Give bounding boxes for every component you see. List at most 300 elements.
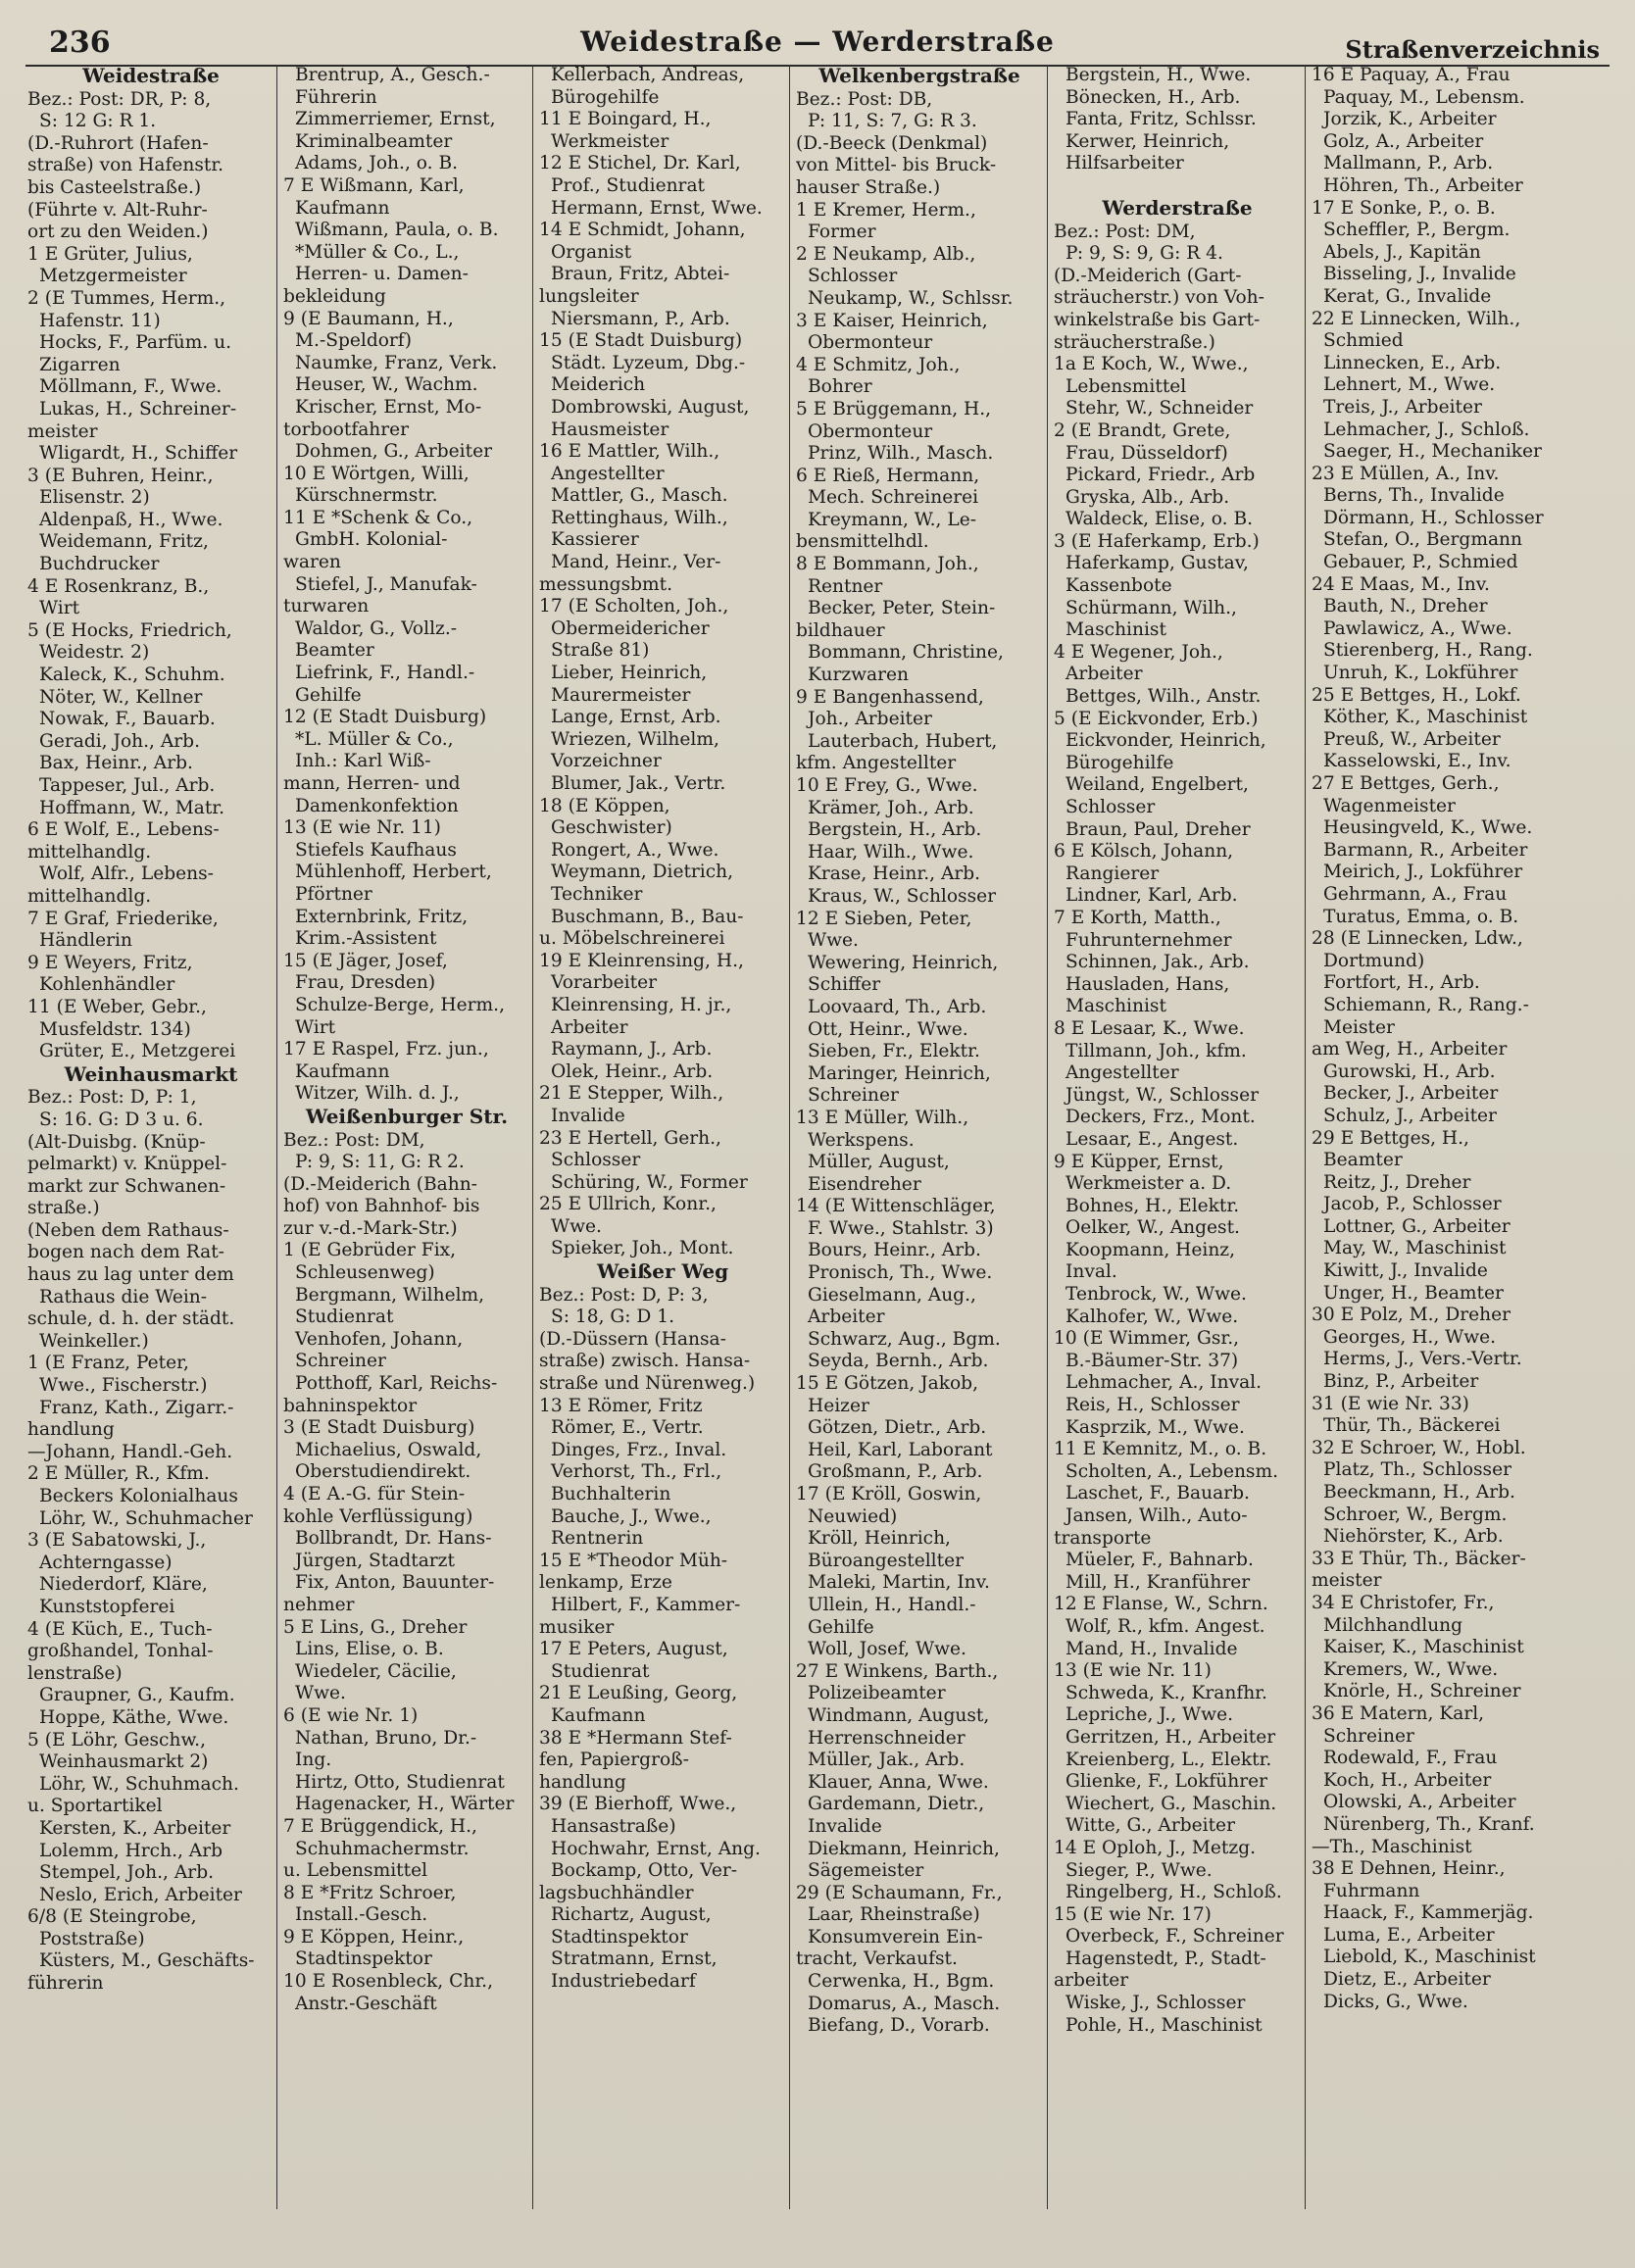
directory-entry: 8 E *Fritz Schroer,: [283, 1882, 457, 1903]
directory-entry: Bez.: Post: DM,: [1054, 221, 1196, 242]
directory-entry: Ott, Heinr., Wwe.: [808, 1018, 968, 1040]
directory-entry: Stadtinspektor: [295, 1948, 432, 1970]
directory-entry: Obermonteur: [808, 332, 933, 354]
directory-entry: S: 12 G: R 1.: [39, 111, 157, 132]
directory-entry: 5 (E Löhr, Geschw.,: [27, 1729, 206, 1750]
directory-entry: Binz, P., Arbeiter: [1323, 1371, 1479, 1393]
directory-entry: Olowski, A., Arbeiter: [1323, 1792, 1516, 1813]
directory-entry: Ullein, H., Handl.-: [808, 1594, 976, 1615]
directory-entry: Hagenstedt, P., Stadt-: [1065, 1948, 1266, 1969]
directory-entry: 29 E Bettges, H.,: [1312, 1127, 1469, 1149]
directory-entry: 10 E Rosenbleck, Chr.,: [283, 1971, 493, 1993]
directory-entry: Neukamp, W., Schlssr.: [808, 287, 1014, 309]
directory-entry: Höhren, Th., Arbeiter: [1323, 174, 1523, 196]
directory-entry: Buschmann, B., Bau-: [551, 906, 744, 927]
directory-entry: Fix, Anton, Bauunter-: [295, 1572, 495, 1594]
directory-entry: Studienrat: [551, 1660, 650, 1682]
directory-entry: 3 (E Haferkamp, Erb.): [1054, 530, 1260, 552]
directory-entry: Lolemm, Hrch., Arb: [39, 1840, 223, 1861]
directory-entry: 31 (E wie Nr. 33): [1312, 1393, 1469, 1414]
directory-entry: Werkmeister a. D.: [1065, 1173, 1232, 1195]
directory-entry: Paquay, M., Lebensm.: [1323, 86, 1525, 108]
directory-entry: lenkamp, Erze: [539, 1572, 672, 1594]
directory-entry: 12 E Flanse, W., Schrn.: [1054, 1594, 1268, 1615]
directory-entry: P: 9, S: 11, G: R 2.: [295, 1152, 465, 1173]
directory-entry: 5 (E Hocks, Friedrich,: [27, 619, 232, 641]
directory-entry: Rentner: [808, 575, 883, 597]
directory-entry: 13 E Müller, Wilh.,: [796, 1107, 969, 1128]
directory-entry: Dietz, E., Arbeiter: [1323, 1969, 1491, 1991]
directory-entry: Schuhmachermstr.: [295, 1838, 470, 1859]
directory-entry: Biefang, D., Vorarb.: [808, 2015, 990, 2037]
directory-entry: Bohrer: [808, 376, 872, 398]
directory-entry: —Th., Maschinist: [1312, 1836, 1472, 1857]
directory-entry: Diekmann, Heinrich,: [808, 1838, 1000, 1859]
directory-entry: Lepriche, J., Wwe.: [1065, 1704, 1233, 1726]
directory-entry: Hirtz, Otto, Studienrat: [295, 1771, 505, 1793]
directory-entry: Kerat, G., Invalide: [1323, 285, 1492, 307]
directory-entry: fen, Papiergroß-: [539, 1750, 689, 1771]
directory-entry: Wwe.: [551, 1215, 602, 1237]
directory-entry: Lindner, Karl, Arb.: [1065, 885, 1238, 907]
directory-entry: 28 (E Linnecken, Ldw.,: [1312, 928, 1523, 950]
directory-entry: Werkspens.: [808, 1129, 915, 1151]
directory-entry: Kellerbach, Andreas,: [551, 65, 745, 85]
directory-entry: Elisenstr. 2): [39, 487, 150, 509]
directory-entry: Dohmen, G., Arbeiter: [295, 441, 492, 463]
directory-entry: (D.-Beeck (Denkmal): [796, 132, 988, 154]
directory-entry: Herren- u. Damen-: [295, 264, 469, 285]
directory-entry: Haferkamp, Gustav,: [1065, 553, 1249, 574]
directory-entry: bis Casteelstraße.): [27, 176, 202, 198]
directory-entry: Loovaard, Th., Arb.: [808, 996, 987, 1017]
directory-entry: 7 E Brüggendick, H.,: [283, 1815, 477, 1837]
directory-entry: Liebold, K., Maschinist: [1323, 1947, 1536, 1968]
directory-entry: 16 E Paquay, A., Frau: [1312, 65, 1511, 85]
directory-entry: Stefan, O., Bergmann: [1323, 529, 1522, 551]
directory-entry: Jansen, Wilh., Auto-: [1065, 1505, 1248, 1526]
street-heading: Weinhausmarkt: [64, 1061, 238, 1086]
directory-entry: Bohnes, H., Elektr.: [1065, 1195, 1240, 1216]
directory-entry: 6 (E wie Nr. 1): [283, 1704, 419, 1726]
directory-entry: Aldenpaß, H., Wwe.: [39, 509, 223, 530]
directory-entry: Knörle, H., Schreiner: [1323, 1681, 1521, 1702]
directory-entry: 25 E Bettges, H., Lokf.: [1312, 684, 1521, 706]
directory-entry: Weiland, Engelbert,: [1065, 774, 1249, 796]
directory-entry: Reitz, J., Dreher: [1323, 1171, 1471, 1193]
directory-entry: 1 (E Gebrüder Fix,: [283, 1240, 457, 1261]
directory-entry: (Alt-Duisbg. (Knüp-: [27, 1131, 206, 1153]
directory-entry: Bergmann, Wilhelm,: [295, 1284, 485, 1306]
directory-entry: Inh.: Karl Wiß-: [295, 751, 431, 772]
directory-entry: 17 (E Scholten, Joh.,: [539, 596, 729, 617]
column-rule: [1305, 65, 1306, 2209]
directory-entry: Dicks, G., Wwe.: [1323, 1991, 1468, 2012]
directory-entry: Kreymann, W., Le-: [808, 509, 977, 530]
directory-entry: Angestellter: [551, 463, 665, 484]
directory-entry: 24 E Maas, M., Inv.: [1312, 573, 1490, 595]
directory-entry: Maschinist: [1065, 619, 1166, 641]
section-title: Straßenverzeichnis: [1345, 35, 1600, 64]
directory-entry: straße) von Hafenstr.: [27, 155, 224, 176]
directory-entry: Löhr, W., Schuhmacher: [39, 1507, 253, 1529]
directory-entry: Dörmann, H., Schlosser: [1323, 507, 1544, 528]
directory-entry: Schreiner: [1323, 1725, 1414, 1747]
directory-entry: Bez.: Post: D, P: 1,: [27, 1087, 197, 1109]
directory-entry: Mallmann, P., Arb.: [1323, 153, 1494, 174]
directory-entry: 14 E Schmidt, Johann,: [539, 220, 746, 241]
directory-entry: Techniker: [551, 883, 643, 905]
directory-entry: Weidestr. 2): [39, 642, 150, 664]
directory-entry: Milchhandlung: [1323, 1614, 1463, 1636]
directory-entry: Wirt: [295, 1016, 336, 1038]
directory-entry: sträucherstr.) von Voh-: [1054, 287, 1264, 309]
directory-entry: Schürmann, Wilh.,: [1065, 597, 1237, 618]
directory-entry: Thür, Th., Bäckerei: [1323, 1415, 1501, 1437]
directory-entry: 5 E Lins, G., Dreher: [283, 1616, 468, 1638]
directory-entry: Schüring, W., Former: [551, 1171, 748, 1193]
directory-entry: Kassenbote: [1065, 575, 1172, 597]
directory-entry: straße und Nürenweg.): [539, 1373, 756, 1395]
directory-entry: Pawlawicz, A., Wwe.: [1323, 617, 1512, 639]
directory-entry: Herrenschneider: [808, 1727, 966, 1749]
page-header: [25, 22, 1610, 67]
directory-entry: Wirt: [39, 598, 80, 619]
directory-entry: Lauterbach, Hubert,: [808, 730, 998, 752]
directory-entry: Sägemeister: [808, 1860, 924, 1882]
directory-entry: Inval.: [1065, 1261, 1117, 1283]
directory-entry: Bez.: Post: DM,: [283, 1129, 425, 1151]
directory-entry: Vorarbeiter: [551, 972, 657, 994]
directory-entry: Hoffmann, W., Matr.: [39, 797, 225, 818]
directory-entry: Niersmann, P., Arb.: [551, 308, 730, 329]
directory-entry: Musfeldstr. 134): [39, 1018, 191, 1040]
directory-entry: Müller, August,: [808, 1152, 950, 1173]
page-number: 236: [49, 25, 111, 60]
directory-entry: mittelhandlg.: [27, 885, 152, 907]
directory-entry: Geschwister): [551, 817, 672, 839]
column-rule: [532, 65, 533, 2209]
directory-entry: 6/8 (E Steingrobe,: [27, 1906, 197, 1928]
directory-entry: Wligardt, H., Schiffer: [39, 443, 238, 465]
directory-entry: Sieben, Fr., Elektr.: [808, 1041, 980, 1062]
directory-entry: Stiefels Kaufhaus: [295, 839, 457, 861]
directory-entry: Golz, A., Arbeiter: [1323, 130, 1484, 152]
directory-entry: Haack, F., Kammerjäg.: [1323, 1902, 1534, 1924]
directory-entry: Michaelius, Oswald,: [295, 1439, 482, 1460]
directory-entry: Kaufmann: [295, 197, 390, 219]
directory-entry: Kohlenhändler: [39, 974, 175, 996]
directory-entry: Wiedeler, Cäcilie,: [295, 1660, 457, 1682]
directory-entry: 18 (E Köppen,: [539, 795, 670, 816]
directory-entry: Naumke, Franz, Verk.: [295, 352, 498, 373]
directory-entry: (Führte v. Alt-Ruhr-: [27, 199, 208, 221]
directory-entry: Maurermeister: [551, 684, 691, 706]
directory-entry: Blumer, Jak., Vertr.: [551, 773, 726, 794]
directory-entry: Graupner, G., Kaufm.: [39, 1685, 235, 1706]
directory-entry: Gurowski, H., Arb.: [1323, 1060, 1496, 1082]
directory-entry: führerin: [27, 1973, 104, 1995]
directory-entry: Arbeiter: [1065, 664, 1143, 685]
directory-entry: Joh., Arbeiter: [808, 709, 932, 730]
directory-entry: Adams, Joh., o. B.: [295, 153, 459, 174]
directory-entry: Wolf, R., kfm. Angest.: [1065, 1615, 1265, 1637]
directory-entry: 3 (E Buhren, Heinr.,: [27, 465, 214, 486]
directory-entry: Hoppe, Käthe, Wwe.: [39, 1706, 229, 1728]
directory-entry: Wolf, Alfr., Lebens-: [39, 863, 214, 885]
directory-entry: Reis, H., Schlosser: [1065, 1395, 1240, 1416]
directory-entry: sträucherstraße.): [1054, 331, 1215, 353]
directory-entry: Prof., Studienrat: [551, 174, 706, 196]
directory-entry: Heuser, W., Wachm.: [295, 374, 478, 396]
directory-entry: Olek, Heinr., Arb.: [551, 1060, 714, 1082]
directory-entry: Schulz, J., Arbeiter: [1323, 1105, 1497, 1126]
directory-entry: Neslo, Erich, Arbeiter: [39, 1884, 242, 1905]
directory-entry: Oelker, W., Angest.: [1065, 1217, 1240, 1239]
directory-entry: bogen nach dem Rat-: [27, 1242, 224, 1263]
directory-entry: Potthoff, Karl, Reichs-: [295, 1373, 498, 1395]
directory-entry: Lins, Elise, o. B.: [295, 1639, 444, 1660]
directory-entry: handlung: [27, 1419, 115, 1441]
directory-entry: Kriminalbeamter: [295, 130, 453, 152]
directory-entry: Spieker, Joh., Mont.: [551, 1238, 734, 1259]
directory-entry: Lehmacher, J., Schloß.: [1323, 419, 1530, 440]
directory-entry: bildhauer: [796, 619, 885, 641]
directory-entry: 9 E Küpper, Ernst,: [1054, 1151, 1224, 1172]
directory-entry: Unruh, K., Lokführer: [1323, 663, 1518, 684]
directory-entry: 13 (E wie Nr. 11): [283, 817, 441, 839]
directory-entry: *L. Müller & Co.,: [295, 728, 454, 750]
directory-entry: Bax, Heinr., Arb.: [39, 753, 193, 774]
directory-entry: 7 E Korth, Matth.,: [1054, 907, 1221, 928]
directory-entry: Stehr, W., Schneider: [1065, 398, 1254, 419]
directory-entry: Kiwitt, J., Invalide: [1323, 1260, 1488, 1282]
directory-entry: mann, Herren- und: [283, 773, 461, 794]
directory-entry: Polizeibeamter: [808, 1683, 946, 1704]
directory-entry: Rongert, A., Wwe.: [551, 839, 719, 861]
directory-entry: Hafenstr. 11): [39, 310, 161, 331]
directory-entry: 3 (E Sabatowski, J.,: [27, 1530, 207, 1552]
directory-entry: Hausmeister: [551, 419, 669, 440]
directory-entry: Verhorst, Th., Frl.,: [551, 1461, 722, 1483]
directory-entry: Becker, Peter, Stein-: [808, 598, 996, 619]
directory-entry: Bürogehilfe: [1065, 752, 1174, 773]
directory-entry: 5 (E Eickvonder, Erb.): [1054, 708, 1259, 729]
directory-entry: May, W., Maschinist: [1323, 1238, 1507, 1259]
directory-entry: kfm. Angestellter: [796, 753, 957, 774]
directory-entry: 15 (E wie Nr. 17): [1054, 1903, 1212, 1925]
directory-entry: Grüter, E., Metzgerei: [39, 1041, 236, 1062]
directory-entry: Gardemann, Dietr.,: [808, 1794, 985, 1815]
directory-entry: Obermonteur: [808, 420, 933, 442]
directory-entry: Nürenberg, Th., Kranf.: [1323, 1813, 1535, 1835]
directory-entry: Organist: [551, 241, 632, 263]
directory-entry: Lebensmittel: [1065, 375, 1187, 397]
column-rule: [276, 65, 277, 2209]
directory-entry: Rathaus die Wein-: [39, 1286, 208, 1307]
directory-entry: Rodewald, F., Frau: [1323, 1748, 1498, 1769]
directory-entry: torbootfahrer: [283, 419, 410, 440]
directory-entry: Beeckmann, H., Arb.: [1323, 1482, 1515, 1503]
directory-entry: Georges, H., Wwe.: [1323, 1326, 1497, 1348]
directory-entry: 38 E Dehnen, Heinr.,: [1312, 1858, 1506, 1880]
directory-entry: Liefrink, F., Handl.-: [295, 663, 475, 684]
directory-entry: Waldeck, Elise, o. B.: [1065, 509, 1254, 530]
directory-entry: Hilfsarbeiter: [1065, 153, 1184, 174]
directory-entry: straße) zwisch. Hansa-: [539, 1351, 751, 1372]
directory-entry: Frau, Düsseldorf): [1065, 442, 1228, 464]
directory-entry: Meiderich: [551, 374, 646, 396]
directory-entry: 32 E Schroer, W., Hobl.: [1312, 1437, 1526, 1458]
street-heading: Weißer Weg: [596, 1259, 729, 1284]
directory-entry: Niederdorf, Kläre,: [39, 1574, 208, 1596]
directory-entry: Beamter: [295, 640, 374, 662]
directory-entry: 11 E *Schenk & Co.,: [283, 507, 473, 528]
directory-entry: Studienrat: [295, 1307, 394, 1328]
directory-entry: Händlerin: [39, 930, 132, 952]
directory-entry: Müeler, F., Bahnarb.: [1065, 1550, 1254, 1571]
directory-entry: Schlosser: [808, 266, 898, 287]
directory-entry: Geradi, Joh., Arb.: [39, 730, 200, 752]
directory-entry: *Müller & Co., L.,: [295, 241, 460, 263]
directory-entry: Lukas, H., Schreiner-: [39, 398, 237, 419]
directory-entry: Braun, Fritz, Abtei-: [551, 264, 730, 285]
directory-entry: 12 E Stichel, Dr. Karl,: [539, 153, 741, 174]
directory-entry: Seyda, Bernh., Arb.: [808, 1351, 989, 1372]
directory-entry: Tenbrock, W., Wwe.: [1065, 1284, 1247, 1306]
directory-entry: Maringer, Heinrich,: [808, 1062, 991, 1084]
directory-entry: B.-Bäumer-Str. 37): [1065, 1350, 1239, 1371]
directory-entry: Gehilfe: [808, 1616, 874, 1638]
directory-entry: Gryska, Alb., Arb.: [1065, 486, 1230, 508]
directory-entry: Schleusenweg): [295, 1262, 435, 1284]
directory-entry: Brentrup, A., Gesch.-: [295, 65, 490, 85]
directory-entry: Lehmacher, A., Inval.: [1065, 1372, 1263, 1394]
directory-entry: 12 E Sieben, Peter,: [796, 908, 972, 929]
directory-entry: 17 (E Kröll, Goswin,: [796, 1484, 982, 1504]
column-1: [27, 65, 274, 2209]
directory-entry: Linnecken, E., Arb.: [1323, 352, 1502, 373]
directory-entry: 10 E Wörtgen, Willi,: [283, 463, 470, 484]
directory-entry: 16 E Mattler, Wilh.,: [539, 441, 720, 463]
directory-entry: 29 (E Schaumann, Fr.,: [796, 1882, 1003, 1903]
directory-entry: Wagenmeister: [1323, 795, 1456, 816]
directory-entry: Pförtner: [295, 883, 372, 905]
directory-entry: Maschinist: [1065, 996, 1166, 1017]
directory-entry: Damenkonfektion: [295, 795, 459, 816]
directory-entry: Frau, Dresden): [295, 972, 436, 994]
directory-entry: Kersten, K., Arbeiter: [39, 1817, 231, 1839]
directory-entry: Nowak, F., Bauarb.: [39, 709, 216, 730]
directory-entry: Angestellter: [1065, 1062, 1179, 1084]
running-title: Weidestraße — Werderstraße: [580, 25, 1055, 58]
column-rule: [789, 65, 790, 2209]
directory-entry: Rangierer: [1065, 863, 1160, 884]
directory-entry: Schiffer: [808, 974, 881, 996]
directory-entry: Hochwahr, Ernst, Ang.: [551, 1838, 761, 1859]
directory-entry: Jüngst, W., Schlosser: [1065, 1084, 1259, 1106]
directory-entry: Barmann, R., Arbeiter: [1323, 839, 1528, 861]
directory-entry: 27 E Bettges, Gerh.,: [1312, 773, 1500, 794]
directory-entry: Bommann, Christine,: [808, 642, 1004, 664]
directory-entry: Dombrowski, August,: [551, 396, 750, 418]
directory-entry: großhandel, Tonhal-: [27, 1641, 214, 1662]
directory-entry: 2 E Neukamp, Alb.,: [796, 243, 976, 265]
directory-entry: GmbH. Kolonial-: [295, 529, 448, 551]
directory-entry: Bauche, J., Wwe.,: [551, 1505, 712, 1527]
directory-entry: 19 E Kleinrensing, H.,: [539, 950, 744, 971]
directory-entry: Metzgermeister: [39, 266, 187, 287]
directory-entry: 23 E Müllen, A., Inv.: [1312, 463, 1500, 484]
directory-entry: Sieger, P., Wwe.: [1065, 1859, 1213, 1881]
directory-entry: Hocks, F., Parfüm. u.: [39, 332, 232, 354]
directory-entry: Hausladen, Hans,: [1065, 973, 1230, 995]
directory-entry: am Weg, H., Arbeiter: [1312, 1039, 1508, 1060]
directory-entry: 15 E *Theodor Müh-: [539, 1550, 728, 1571]
column-4: [796, 65, 1043, 2209]
directory-entry: 38 E *Hermann Stef-: [539, 1727, 732, 1749]
directory-entry: Kremers, W., Wwe.: [1323, 1658, 1499, 1680]
directory-entry: Weidemann, Fritz,: [39, 531, 209, 553]
directory-entry: 14 (E Wittenschläger,: [796, 1196, 996, 1217]
directory-entry: Jacob, P., Schlosser: [1323, 1194, 1502, 1215]
directory-entry: Lesaar, E., Angest.: [1065, 1128, 1239, 1150]
directory-entry: 25 E Ullrich, Konr.,: [539, 1194, 717, 1215]
directory-entry: Laar, Rheinstraße): [808, 1904, 980, 1926]
directory-entry: Turatus, Emma, o. B.: [1323, 906, 1519, 927]
directory-entry: Braun, Paul, Dreher: [1065, 818, 1251, 840]
directory-entry: Kraus, W., Schlosser: [808, 885, 997, 907]
directory-entry: 15 (E Stadt Duisburg): [539, 330, 743, 352]
directory-entry: kohle Verflüssigung): [283, 1505, 473, 1527]
directory-entry: Windmann, August,: [808, 1704, 990, 1726]
directory-entry: Zimmerriemer, Ernst,: [295, 109, 496, 130]
directory-entry: 17 E Sonke, P., o. B.: [1312, 197, 1496, 219]
directory-entry: Bez.: Post: DB,: [796, 88, 933, 110]
directory-entry: 6 E Kölsch, Johann,: [1054, 841, 1234, 863]
directory-entry: Kreienberg, L., Elektr.: [1065, 1749, 1272, 1770]
directory-entry: 4 (E Küch, E., Tuch-: [27, 1618, 213, 1640]
street-heading: Weißenburger Str.: [305, 1104, 509, 1128]
directory-entry: Mattler, G., Masch.: [551, 485, 728, 507]
directory-entry: Kaufmann: [295, 1060, 390, 1082]
directory-entry: Wiechert, G., Maschin.: [1065, 1793, 1277, 1814]
directory-entry: Fortfort, H., Arb.: [1323, 972, 1480, 994]
directory-entry: Führerin: [295, 86, 377, 108]
directory-entry: Poststraße): [39, 1928, 145, 1949]
directory-entry: Kaleck, K., Schuhm.: [39, 665, 225, 686]
directory-entry: transporte: [1054, 1527, 1152, 1549]
directory-entry: 2 E Müller, R., Kfm.: [27, 1463, 210, 1485]
directory-entry: 11 E Boingard, H.,: [539, 109, 712, 130]
directory-entry: Gieselmann, Aug.,: [808, 1284, 976, 1306]
directory-entry: Ing.: [295, 1750, 332, 1771]
directory-entry: Deckers, Frz., Mont.: [1065, 1107, 1256, 1128]
directory-entry: Schweda, K., Kranfhr.: [1065, 1682, 1267, 1703]
directory-entry: Schmied: [1323, 330, 1404, 352]
directory-entry: Oberstudiendirekt.: [295, 1461, 471, 1483]
directory-entry: Köther, K., Maschinist: [1323, 707, 1528, 728]
directory-entry: 33 E Thür, Th., Bäcker-: [1312, 1548, 1526, 1569]
directory-entry: Overbeck, F., Schreiner: [1065, 1926, 1284, 1948]
directory-entry: P: 9, S: 9, G: R 4.: [1065, 243, 1223, 265]
directory-entry: Wwe., Fischerstr.): [39, 1375, 208, 1397]
directory-entry: Woll, Josef, Wwe.: [808, 1639, 966, 1660]
directory-entry: P: 11, S: 7, G: R 3.: [808, 111, 977, 132]
directory-entry: Gerritzen, H., Arbeiter: [1065, 1726, 1276, 1748]
directory-entry: 10 (E Wimmer, Gsr.,: [1054, 1328, 1240, 1350]
directory-entry: Schreiner: [808, 1085, 899, 1107]
